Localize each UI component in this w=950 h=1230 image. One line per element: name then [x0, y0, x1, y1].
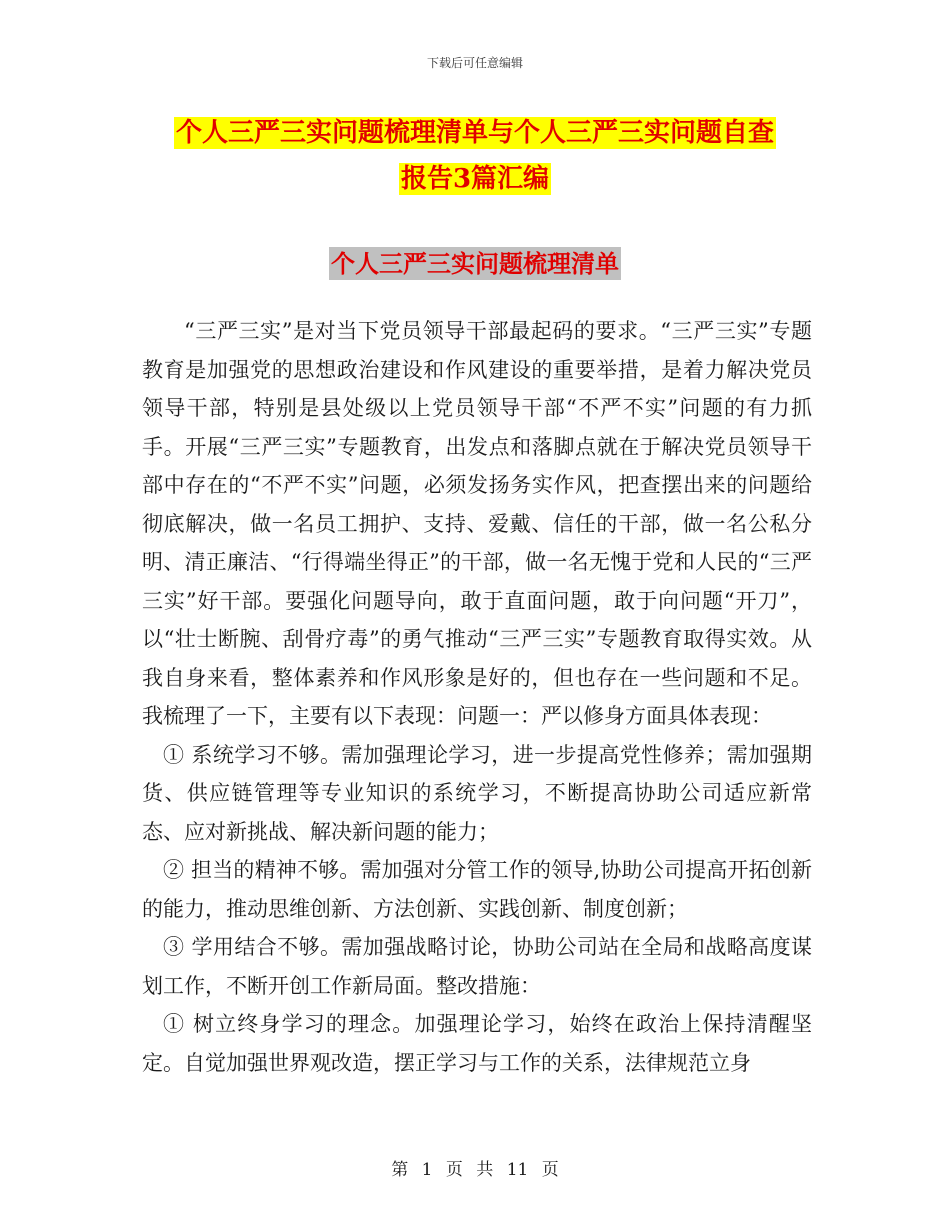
document-title-line-2: 报告3篇汇编	[400, 164, 550, 194]
body-paragraph: ① 树立终身学习的理念。加强理论学习，始终在政治上保持清醒坚定。自觉加强世界观改造，摆正学习与工作的关系，法律规范立身	[142, 1012, 812, 1075]
section-title-text: 个人三严三实问题梳理清单	[331, 249, 619, 278]
document-title-line-1: 个人三严三实问题梳理清单与个人三严三实问题自查	[175, 118, 774, 148]
body-paragraph: “三严三实”是对当下党员领导干部最起码的要求。“三严三实”专题教育是加强党的思想政治建设和作风建设的重要举措，是着力解决党员领导干部，特别是县处级以上党员领导干部“不严不实”问题的有力抓手。开展“三严三实”专题教育，出发点和落脚点就在于解决党员领导干部中存在的“不严不实”问题，必须发扬务实作风，把查摆出来的问题给彻底解决，做一名员工拥护、支持、爱戴、信任的干部，做一名公私分明、清正廉洁、“行得端坐得正”的干部，做一名无愧于党和人民的“三严三实”好干部。要强化问题导向，敢于直面问题，敢于向问题“开刀”，以“壮士断腕、刮骨疗毒”的勇气推动“三严三实”专题教育取得实效。从我自身来看，整体素养和作风形象是好的，但也存在一些问题和不足。我梳理了一下，主要有以下表现：问题一：严以修身方面具体表现：	[142, 319, 812, 728]
body-paragraph: ③ 学用结合不够。需加强战略讨论，协助公司站在全局和战略高度谋划工作，不断开创工作新局面。整改措施：	[142, 935, 812, 998]
document-title	[0, 110, 950, 202]
page-footer: 第 1 页 共 11 页	[391, 1160, 559, 1180]
header-note: 下载后可任意编辑	[426, 56, 523, 70]
body-paragraph: ① 系统学习不够。需加强理论学习，进一步提高党性修养；需加强期货、供应链管理等专业知识的系统学习，不断提高协助公司适应新常态、应对新挑战、解决新问题的能力；	[142, 742, 812, 844]
document-body	[142, 312, 812, 1082]
body-paragraph: ② 担当的精神不够。需加强对分管工作的领导,协助公司提高开拓创新的能力，推动思维创新、方法创新、实践创新、制度创新；	[142, 858, 812, 921]
section-title	[0, 244, 950, 279]
